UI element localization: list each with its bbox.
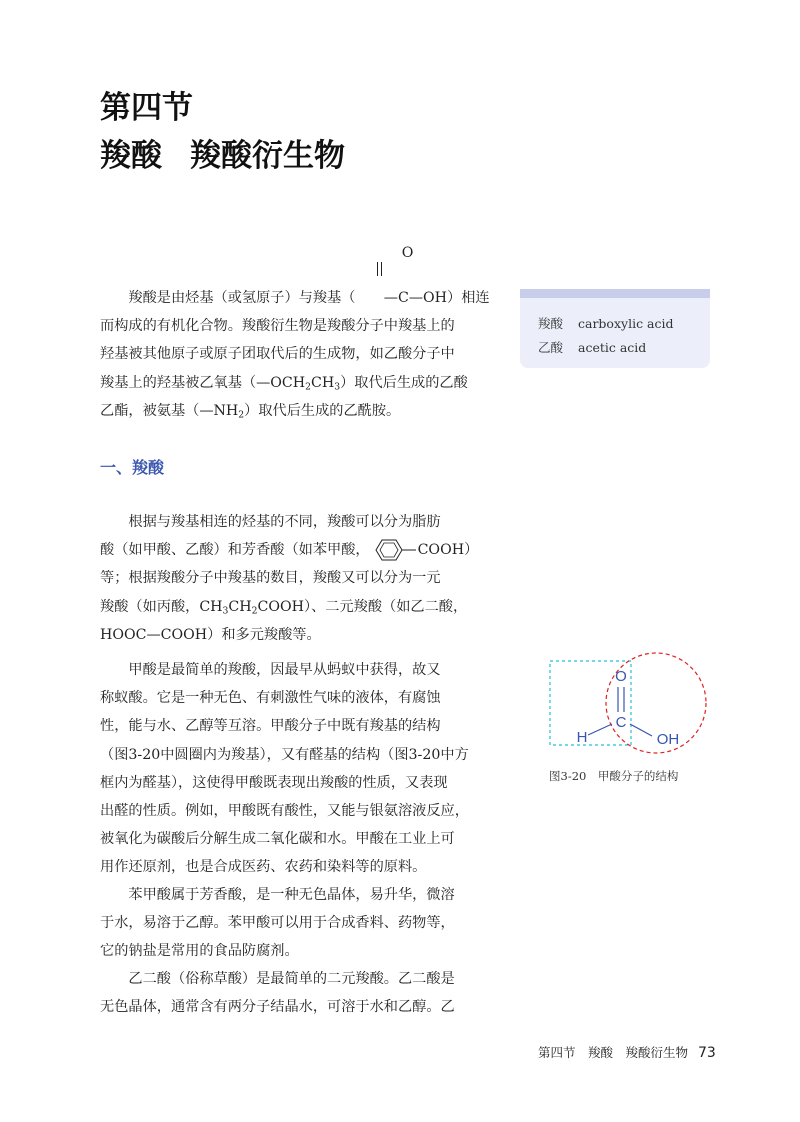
figure-caption: 图3-20 甲酸分子的结构 bbox=[549, 769, 679, 783]
text-line: 用作还原剂，也是合成医药、农药和染料等的原料。 bbox=[100, 859, 427, 876]
glossary-item: 羧酸 carboxylic acid bbox=[538, 316, 674, 331]
text-line: 它的钠盐是常用的食品防腐剂。 bbox=[100, 943, 299, 960]
intro-line: 乙酯，被氨基$(—NH_2)$取代后生成的乙酰胺。 bbox=[100, 402, 401, 421]
glossary-item: 乙酸 acetic acid bbox=[538, 340, 647, 355]
text-line: 苯甲酸属于芳香酸，是一种无色晶体，易升华，微溶 bbox=[128, 887, 455, 903]
formic-acid-paragraph bbox=[100, 656, 503, 882]
page-footer bbox=[538, 1043, 716, 1061]
intro-line: 羧酸是由烃基（或氢原子）与羧基（ O —C—OH）相连 bbox=[100, 284, 503, 312]
intro-line: 羟基被其他原子或原子团取代后的生成物，如乙酸分子中 bbox=[100, 346, 455, 363]
carboxyl-formula: O —C—OH bbox=[355, 284, 447, 312]
intro-line: 羧基上的羟基被乙氧基$(—OCH_2CH_3)$取代后生成的乙酸 bbox=[100, 374, 468, 392]
text-line: （图3-20中圆圈内为羧基），又有醛基的结构（图3-20中方 bbox=[100, 746, 469, 763]
text-line: 性，能与水、乙醇等互溶。甲酸分子中既有羧基的结构 bbox=[100, 718, 441, 735]
text-line: 酸（如甲酸、乙酸）和芳香酸（如苯甲酸， COOH） bbox=[100, 536, 503, 564]
glossary-box bbox=[520, 289, 710, 368]
classification-paragraph bbox=[100, 508, 503, 649]
section-number: 第四节 bbox=[100, 90, 193, 126]
hydroxyl-label: OH bbox=[656, 731, 680, 748]
title-part-2: 羧酸衍生物 bbox=[190, 138, 345, 174]
c-h-bond bbox=[588, 724, 612, 735]
title-part-1: 羧酸 bbox=[100, 138, 162, 174]
hydrogen-atom-label: H bbox=[576, 729, 588, 746]
c-oh-bond bbox=[630, 724, 652, 736]
text-line: 于水，易溶于乙醇。苯甲酸可以用于合成香料、药物等， bbox=[100, 915, 455, 932]
formic-acid-structure-figure bbox=[540, 640, 715, 755]
text-line: 甲酸是最简单的羧酸，因最早从蚂蚁中获得，故又 bbox=[128, 662, 441, 678]
text-line: 根据与羧基相连的烃基的不同，羧酸可以分为脂肪 bbox=[128, 514, 441, 530]
section-heading: 一、羧酸 bbox=[100, 458, 165, 477]
intro-paragraph bbox=[100, 245, 503, 425]
text-line: 无色晶体，通常含有两分子结晶水，可溶于水和乙醇。乙 bbox=[100, 999, 455, 1016]
oxalic-acid-paragraph bbox=[100, 965, 503, 1021]
page-number: 73 bbox=[698, 1045, 716, 1061]
carbon-atom-label: C bbox=[615, 714, 627, 731]
text-line: 羧酸（如丙酸，$CH_3CH_2COOH$）、二元羧酸（如乙二酸， bbox=[100, 598, 468, 616]
text-line: 框内为醛基），这使得甲酸既表现出羧酸的性质，又表现 bbox=[100, 774, 448, 791]
double-bond-icon bbox=[377, 262, 382, 276]
intro-line: 而构成的有机化合物。羧酸衍生物是羧酸分子中羧基上的 bbox=[100, 318, 455, 335]
oxygen-atom-label: O bbox=[615, 668, 627, 685]
text-line: 乙二酸（俗称草酸）是最简单的二元羧酸。乙二酸是 bbox=[128, 971, 455, 987]
text-line: HOOC—COOH）和多元羧酸等。 bbox=[100, 626, 321, 643]
footer-label: 第四节 羧酸 羧酸衍生物 bbox=[538, 1045, 689, 1060]
section-title bbox=[100, 132, 345, 180]
text-line: 出醛的性质。例如，甲酸既有酸性，又能与银氨溶液反应， bbox=[100, 803, 469, 820]
text-line: 被氧化为碳酸后分解生成二氧化碳和水。甲酸在工业上可 bbox=[100, 831, 455, 848]
text-line: 称蚁酸。它是一种无色、有刺激性气味的液体，有腐蚀 bbox=[100, 690, 441, 707]
text-line: 等；根据羧酸分子中羧基的数目，羧酸又可以分为一元 bbox=[100, 570, 441, 587]
benzene-ring-icon bbox=[370, 538, 418, 562]
chapter-title bbox=[100, 84, 345, 180]
benzoic-acid-paragraph bbox=[100, 881, 503, 966]
